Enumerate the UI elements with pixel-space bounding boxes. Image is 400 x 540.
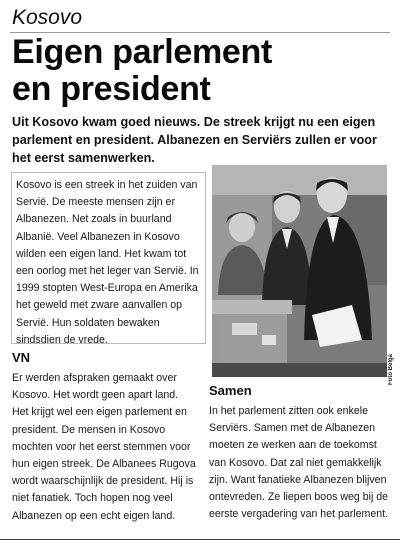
vn-paragraph xyxy=(12,370,206,525)
section-label: Kosovo xyxy=(12,6,83,29)
text-line: een oorlog met het leger van Servië. In xyxy=(16,265,199,278)
text-line: Albanezen. Net zoals in buurland xyxy=(16,213,172,226)
text-line: moeten ze werken aan de toekomst xyxy=(209,439,377,452)
text-line: sindsdien de vrede. xyxy=(16,333,108,346)
lead-line: Uit Kosovo kwam goed nieuws. De streek krijgt nu een eigen xyxy=(12,115,376,129)
text-line: hun eigen streek. De Albanees Rugova xyxy=(12,458,196,471)
text-line: 1999 stopten West-Europa en Amerika xyxy=(16,282,198,295)
text-line: Er werden afspraken gemaakt over xyxy=(12,372,177,384)
photo-illustration xyxy=(212,165,387,377)
text-line: niet fanatiek. Toch hopen nog veel xyxy=(12,492,173,505)
text-line: president. De mensen in Kosovo xyxy=(12,423,166,436)
headline-line: en president xyxy=(12,70,211,108)
text-line: Kosovo is een streek in het zuiden van xyxy=(16,179,198,191)
subheading-samen: Samen xyxy=(209,383,252,398)
text-line: Serviërs. Samen met de Albanezen xyxy=(209,422,376,435)
subheading-vn: VN xyxy=(12,350,31,365)
news-photo xyxy=(212,165,387,377)
text-line: wilden een eigen land. Het kwam tot xyxy=(16,247,187,260)
lead-line: het eerst samenwerken. xyxy=(12,151,155,165)
intro-paragraph xyxy=(16,177,204,349)
text-line: Servië. Hun soldaten bewaken xyxy=(16,316,160,329)
text-line: zijn. Want fanatieke Albanezen blijven xyxy=(209,473,387,486)
text-line: mochten voor het eerst stemmen voor xyxy=(12,440,191,453)
text-line: ontevreden. Ze liepen boos weg bij de xyxy=(209,491,389,504)
headline-line: Eigen parlement xyxy=(12,33,273,71)
text-line: eerste vergadering van het parlement. xyxy=(209,508,389,521)
text-line: In het parlement zitten ook enkele xyxy=(209,405,369,417)
text-line: Het krijgt wel een eigen parlement en xyxy=(12,406,187,419)
text-line: Albanezen op een echt eigen land. xyxy=(12,509,176,522)
text-line: van Kosovo. Dat zal niet gemakkelijk xyxy=(209,456,382,469)
samen-paragraph xyxy=(209,403,391,523)
headline xyxy=(12,34,392,108)
text-line: Servië. De meeste mensen zijn er xyxy=(16,196,175,209)
photo-credit: Foto Belga xyxy=(388,354,394,385)
lead-line: parlement en president. Albanezen en Serviërs zullen er voor xyxy=(12,133,377,147)
text-line: wordt waarschijnlijk de president. Hij is xyxy=(12,475,194,488)
text-line: Albanië. Veel Albanezen in Kosovo xyxy=(16,230,180,243)
text-line: Kosovo. Het wordt geen apart land. xyxy=(12,389,179,402)
lead-paragraph xyxy=(12,113,392,167)
text-line: het geweld met zware aanvallen op xyxy=(16,299,183,312)
